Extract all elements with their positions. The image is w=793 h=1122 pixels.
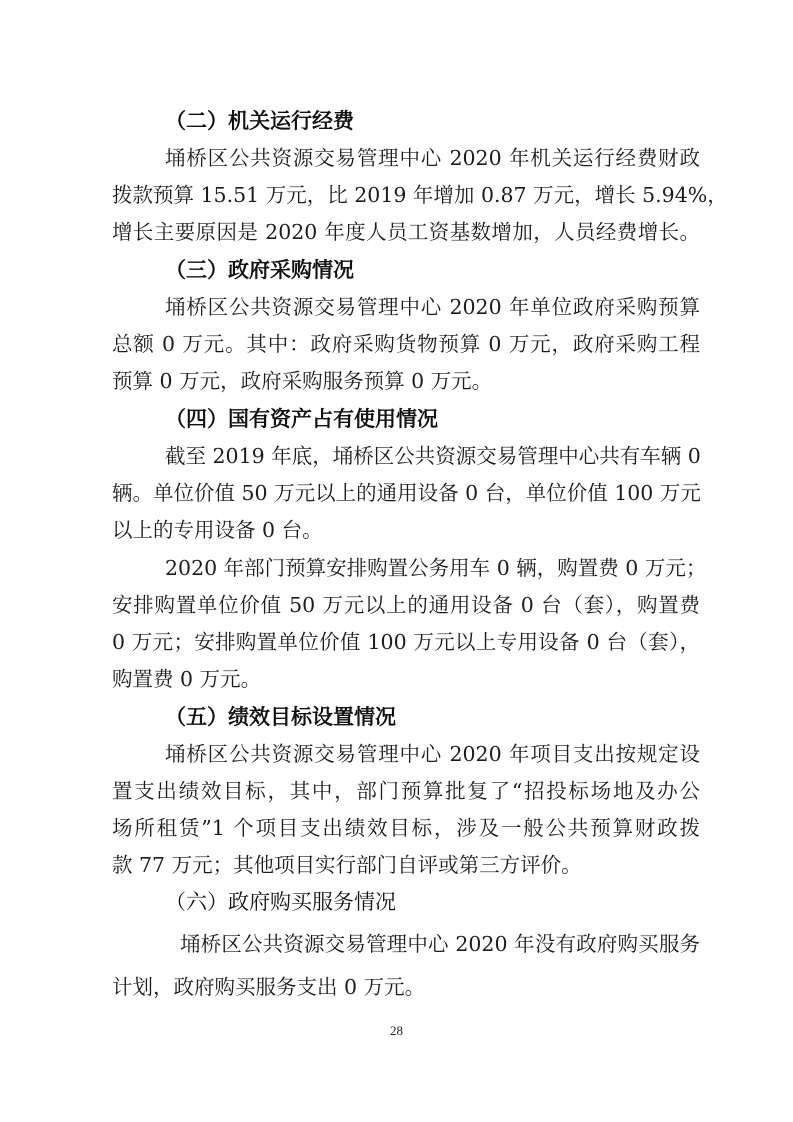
paragraph-line: 安排购置单位价值 50 万元以上的通用设备 0 台（套），购置费: [112, 593, 700, 617]
paragraph-line: 辆。单位价值 50 万元以上的通用设备 0 台，单位价值 100 万元: [112, 481, 701, 505]
paragraph-line: 埇桥区公共资源交易管理中心 2020 年项目支出按规定设: [165, 742, 700, 766]
paragraph-line: 购置费 0 万元。: [112, 667, 262, 691]
paragraph-line: 0 万元；安排购置单位价值 100 万元以上专用设备 0 台（套），: [112, 630, 700, 654]
paragraph-line: 计划，政府购买服务支出 0 万元。: [112, 975, 426, 999]
paragraph-line: 增长主要原因是 2020 年度人员工资基数增加，人员经费增长。: [112, 220, 700, 244]
section-heading-operating-expenses: （二）机关运行经费: [165, 109, 354, 133]
section-heading-performance-goals: （五）绩效目标设置情况: [165, 705, 396, 729]
paragraph-line: 拨款预算 15.51 万元，比 2019 年增加 0.87 万元，增长 5.94%，: [112, 183, 728, 207]
paragraph-line: 置支出绩效目标，其中，部门预算批复了“招投标场地及办公: [112, 779, 700, 803]
paragraph-line: 预算 0 万元，政府采购服务预算 0 万元。: [112, 369, 493, 393]
page-number: 28: [390, 1023, 403, 1038]
section-heading-service-purchase: （六）政府购买服务情况: [165, 890, 396, 914]
section-heading-state-assets: （四）国有资产占有使用情况: [165, 407, 438, 431]
paragraph-line: 总额 0 万元。其中：政府采购货物预算 0 万元，政府采购工程: [112, 332, 700, 356]
paragraph-line: 埇桥区公共资源交易管理中心 2020 年没有政府购买服务: [180, 932, 700, 956]
paragraph-line: 埇桥区公共资源交易管理中心 2020 年机关运行经费财政: [165, 146, 700, 170]
paragraph-line: 款 77 万元；其他项目实行部门自评或第三方评价。: [112, 853, 582, 877]
paragraph-line: 以上的专用设备 0 台。: [112, 518, 323, 542]
paragraph-line: 埇桥区公共资源交易管理中心 2020 年单位政府采购预算: [165, 295, 700, 319]
paragraph-line: 截至 2019 年底，埇桥区公共资源交易管理中心共有车辆 0: [165, 444, 701, 468]
paragraph-line: 场所租赁”1 个项目支出绩效目标，涉及一般公共预算财政拨: [112, 816, 700, 840]
paragraph-line: 2020 年部门预算安排购置公务用车 0 辆，购置费 0 万元；: [165, 556, 707, 580]
section-heading-procurement: （三）政府采购情况: [165, 258, 354, 282]
